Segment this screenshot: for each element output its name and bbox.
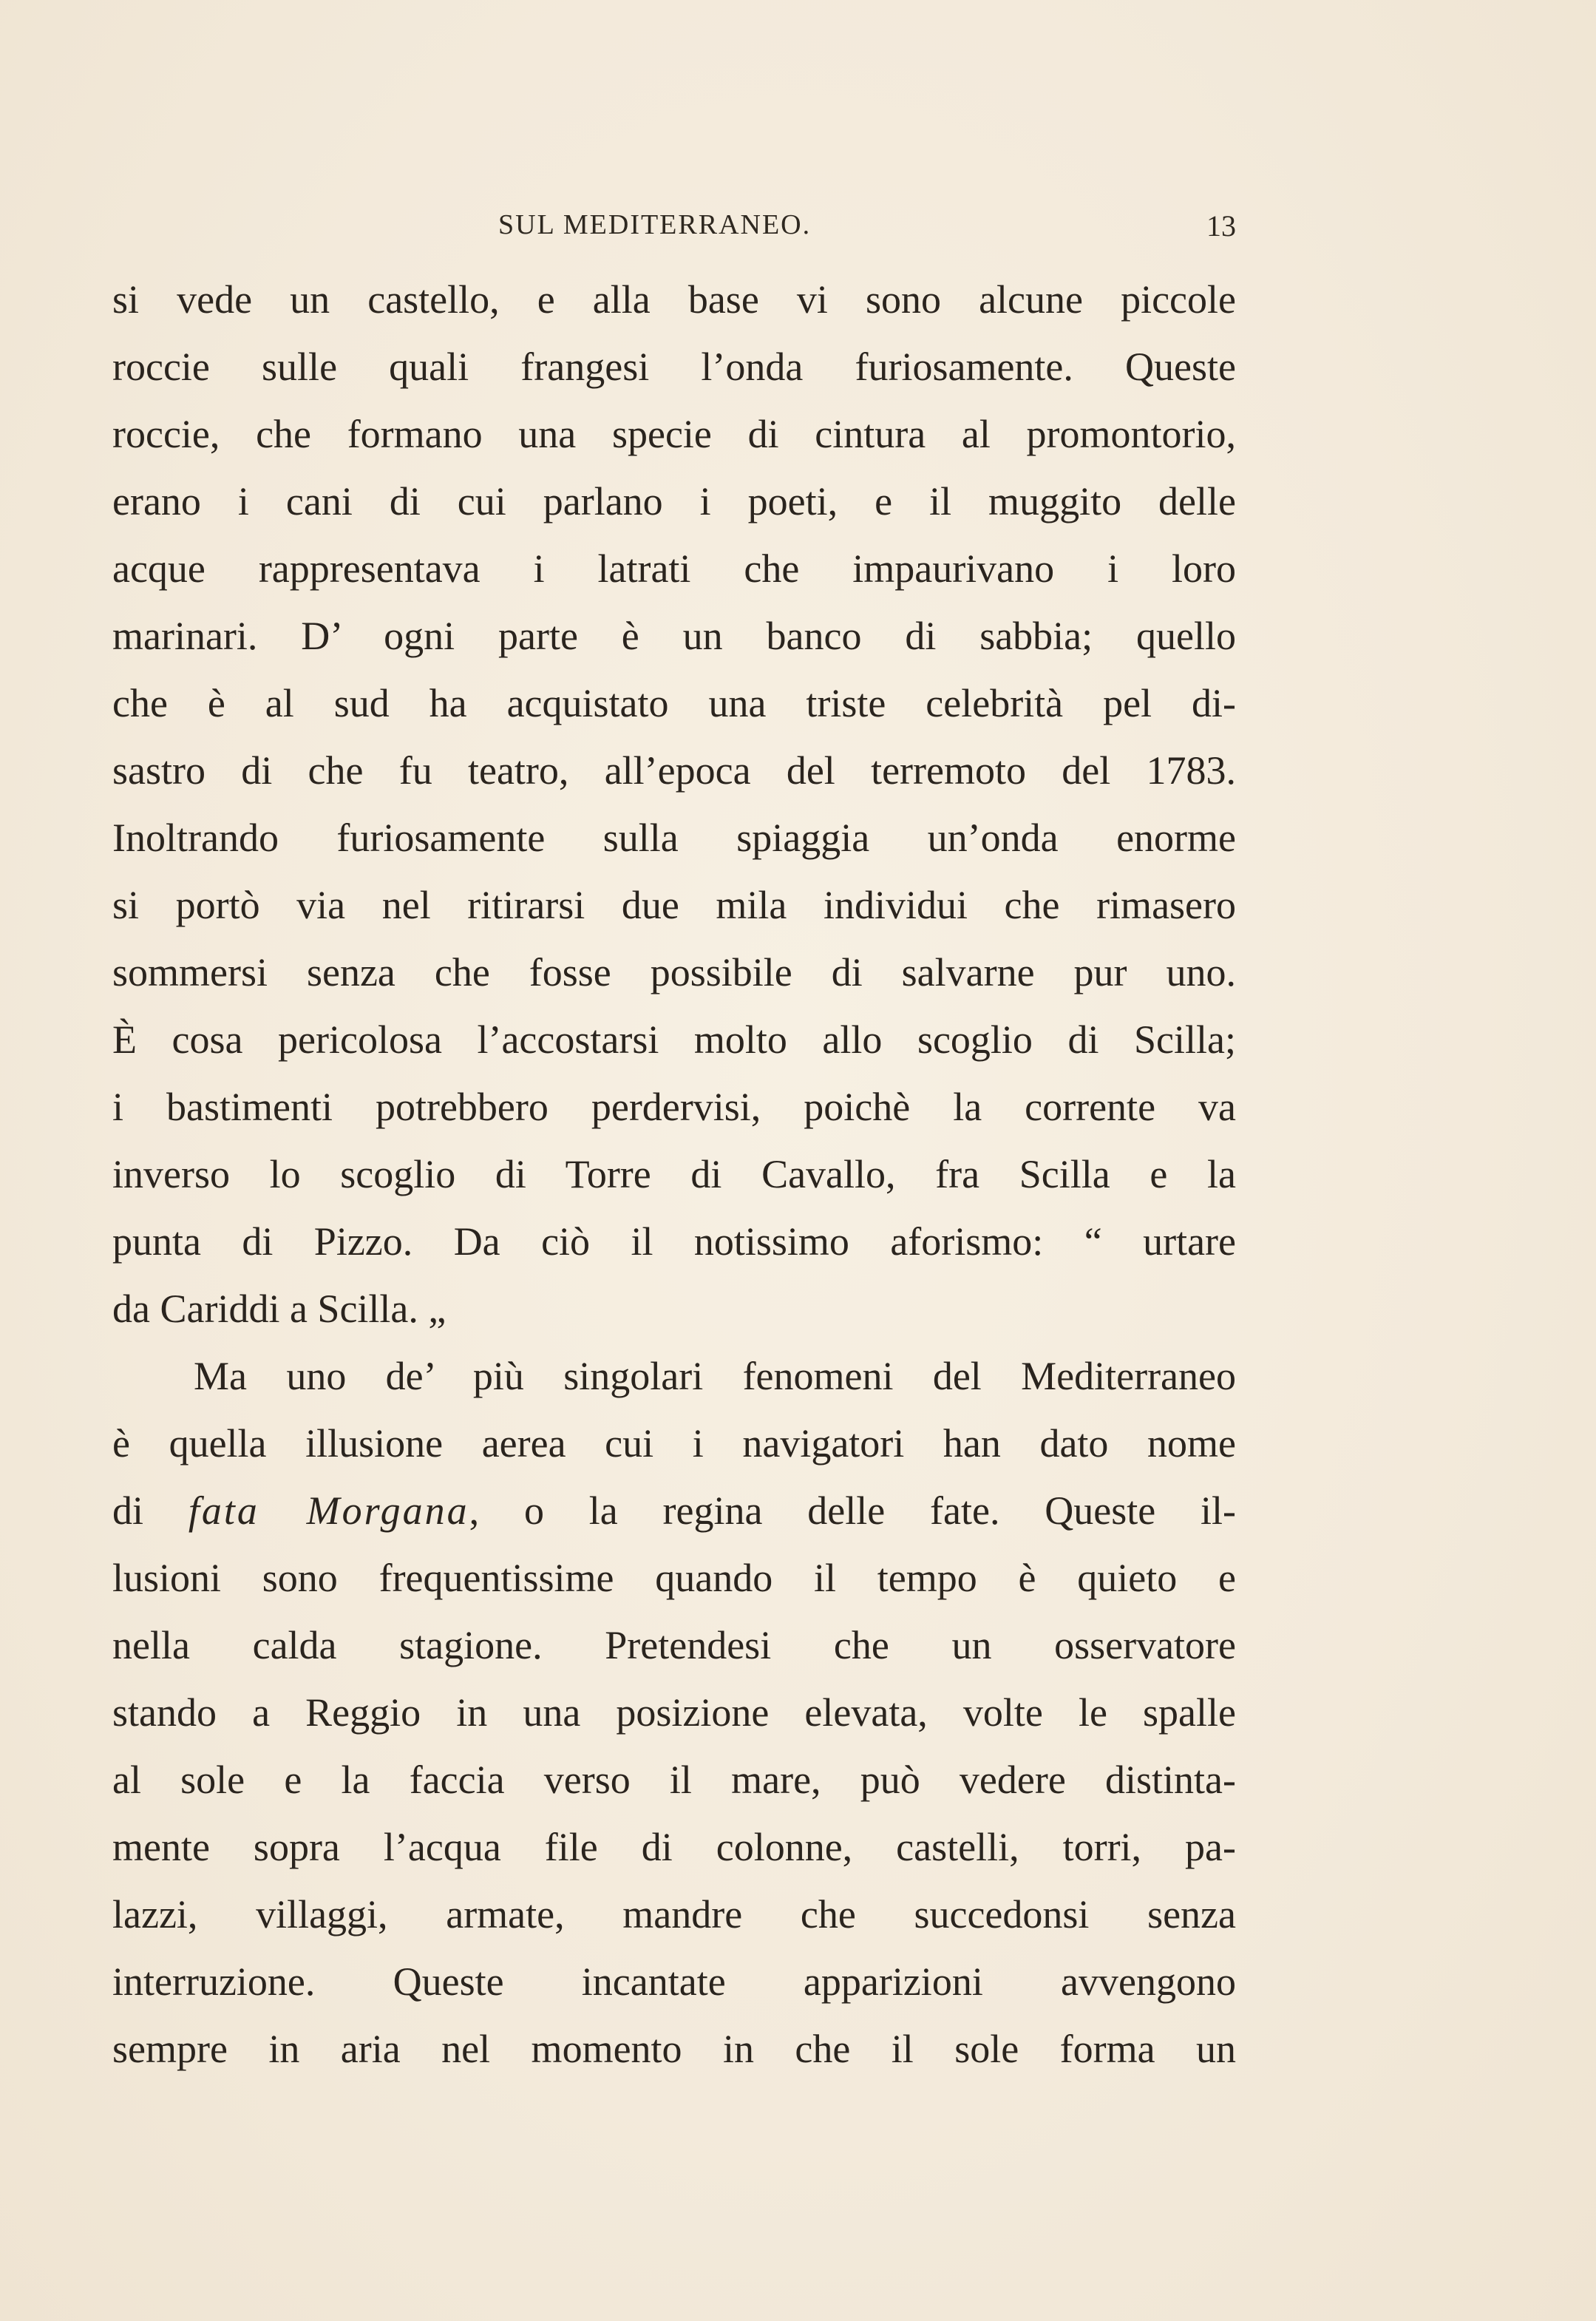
text-line: Inoltrando furiosamente sulla spiaggia un’onda enorme	[112, 816, 1236, 860]
text-line: al sole e la faccia verso il mare, può vedere distinta-	[112, 1758, 1236, 1802]
text-line: nella calda stagione. Pretendesi che un osservatore	[112, 1623, 1236, 1667]
italic-term: fata Morgana	[188, 1488, 469, 1533]
text-line: sempre in aria nel momento in che il sole forma un	[112, 2027, 1236, 2071]
text-line: che è al sud ha acquistato una triste celebrità pel di-	[112, 681, 1236, 725]
text-line: marinari. D’ ogni parte è un banco di sabbia; quello	[112, 614, 1236, 658]
paragraph-start-line: Ma uno de’ più singolari fenomeni del Mediterraneo	[194, 1354, 1236, 1398]
text-line: roccie, che formano una specie di cintura al promontorio,	[112, 412, 1236, 456]
text-line: si portò via nel ritirarsi due mila individui che rimasero	[112, 883, 1236, 927]
text-line: lazzi, villaggi, armate, mandre che succedonsi senza	[112, 1892, 1236, 1937]
text-line: roccie sulle quali frangesi l’onda furiosamente. Queste	[112, 345, 1236, 389]
text-line: è quella illusione aerea cui i navigatori han dato nome	[112, 1421, 1236, 1466]
text-line-with-italic	[112, 1477, 1236, 1545]
text-line: sastro di che fu teatro, all’epoca del terremoto del 1783.	[112, 748, 1236, 793]
text-line: interruzione. Queste incantate apparizioni avvengono	[112, 1959, 1236, 2004]
text-fragment: di	[112, 1488, 144, 1533]
text-line: erano i cani di cui parlano i poeti, e il muggito delle	[112, 479, 1236, 524]
text-line: da Cariddi a Scilla. „	[112, 1287, 446, 1331]
text-line: acque rappresentava i latrati che impaurivano i loro	[112, 546, 1236, 591]
text-fragment: , o la regina delle fate. Queste il-	[469, 1488, 1236, 1533]
text-line: si vede un castello, e alla base vi sono alcune piccole	[112, 277, 1236, 322]
text-line: i bastimenti potrebbero perdervisi, poichè la corrente va	[112, 1085, 1236, 1129]
text-line: lusioni sono frequentissime quando il tempo è quieto e	[112, 1556, 1236, 1600]
page-number: 13	[1206, 209, 1236, 243]
text-line: stando a Reggio in una posizione elevata, volte le spalle	[112, 1690, 1236, 1735]
text-line: punta di Pizzo. Da ciò il notissimo aforismo: “ urtare	[112, 1219, 1236, 1264]
text-line: sommersi senza che fosse possibile di salvarne pur uno.	[112, 950, 1236, 995]
text-line: inverso lo scoglio di Torre di Cavallo, fra Scilla e la	[112, 1152, 1236, 1196]
body-text	[112, 266, 1236, 2083]
text-line: mente sopra l’acqua file di colonne, castelli, torri, pa-	[112, 1825, 1236, 1869]
running-title: SUL MEDITERRANEO.	[498, 209, 812, 240]
page-header	[114, 209, 1236, 253]
text-line: È cosa pericolosa l’accostarsi molto allo scoglio di Scilla;	[112, 1017, 1236, 1062]
